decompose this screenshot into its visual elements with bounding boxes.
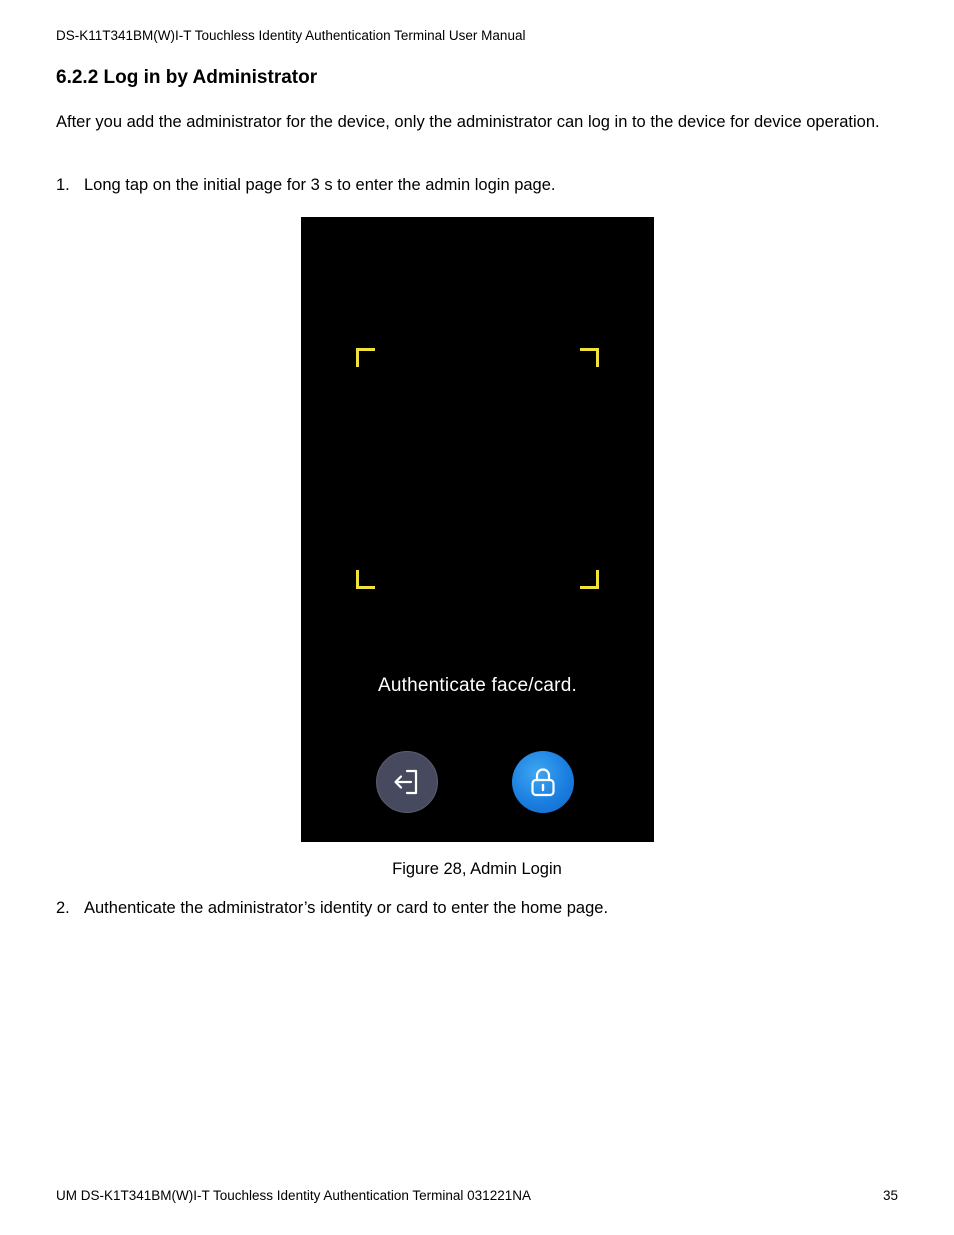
step-2-text: Authenticate the administrator’s identity or card to enter the home page. bbox=[84, 899, 609, 917]
face-frame-corner-top-left bbox=[356, 348, 375, 367]
step-1 bbox=[56, 176, 556, 195]
step-1-number: 1. bbox=[56, 176, 70, 194]
exit-icon bbox=[392, 768, 422, 796]
step-2 bbox=[56, 899, 608, 918]
footer-page-number: 35 bbox=[882, 1188, 898, 1203]
intro-paragraph: After you add the administrator for the device, only the administrator can log in to the device for device operation. bbox=[56, 113, 880, 131]
authenticate-prompt: Authenticate face/card. bbox=[378, 675, 577, 696]
exit-button[interactable] bbox=[376, 751, 438, 813]
face-frame-corner-bottom-left bbox=[356, 570, 375, 589]
face-frame-corner-top-right bbox=[580, 348, 599, 367]
running-header: DS-K11T341BM(W)I-T Touchless Identity Authentication Terminal User Manual bbox=[56, 28, 526, 43]
step-1-text: Long tap on the initial page for 3 s to enter the admin login page. bbox=[84, 176, 556, 194]
unlock-button[interactable] bbox=[512, 751, 574, 813]
footer-document-id: UM DS-K1T341BM(W)I-T Touchless Identity Authentication Terminal 031221NA bbox=[56, 1188, 531, 1203]
figure-caption: Figure 28, Admin Login bbox=[392, 860, 562, 878]
section-title: 6.2.2 Log in by Administrator bbox=[56, 67, 318, 88]
step-2-number: 2. bbox=[56, 899, 70, 917]
face-frame-corner-bottom-right bbox=[580, 570, 599, 589]
device-screen-figure bbox=[301, 217, 654, 842]
unlock-icon bbox=[528, 766, 558, 798]
